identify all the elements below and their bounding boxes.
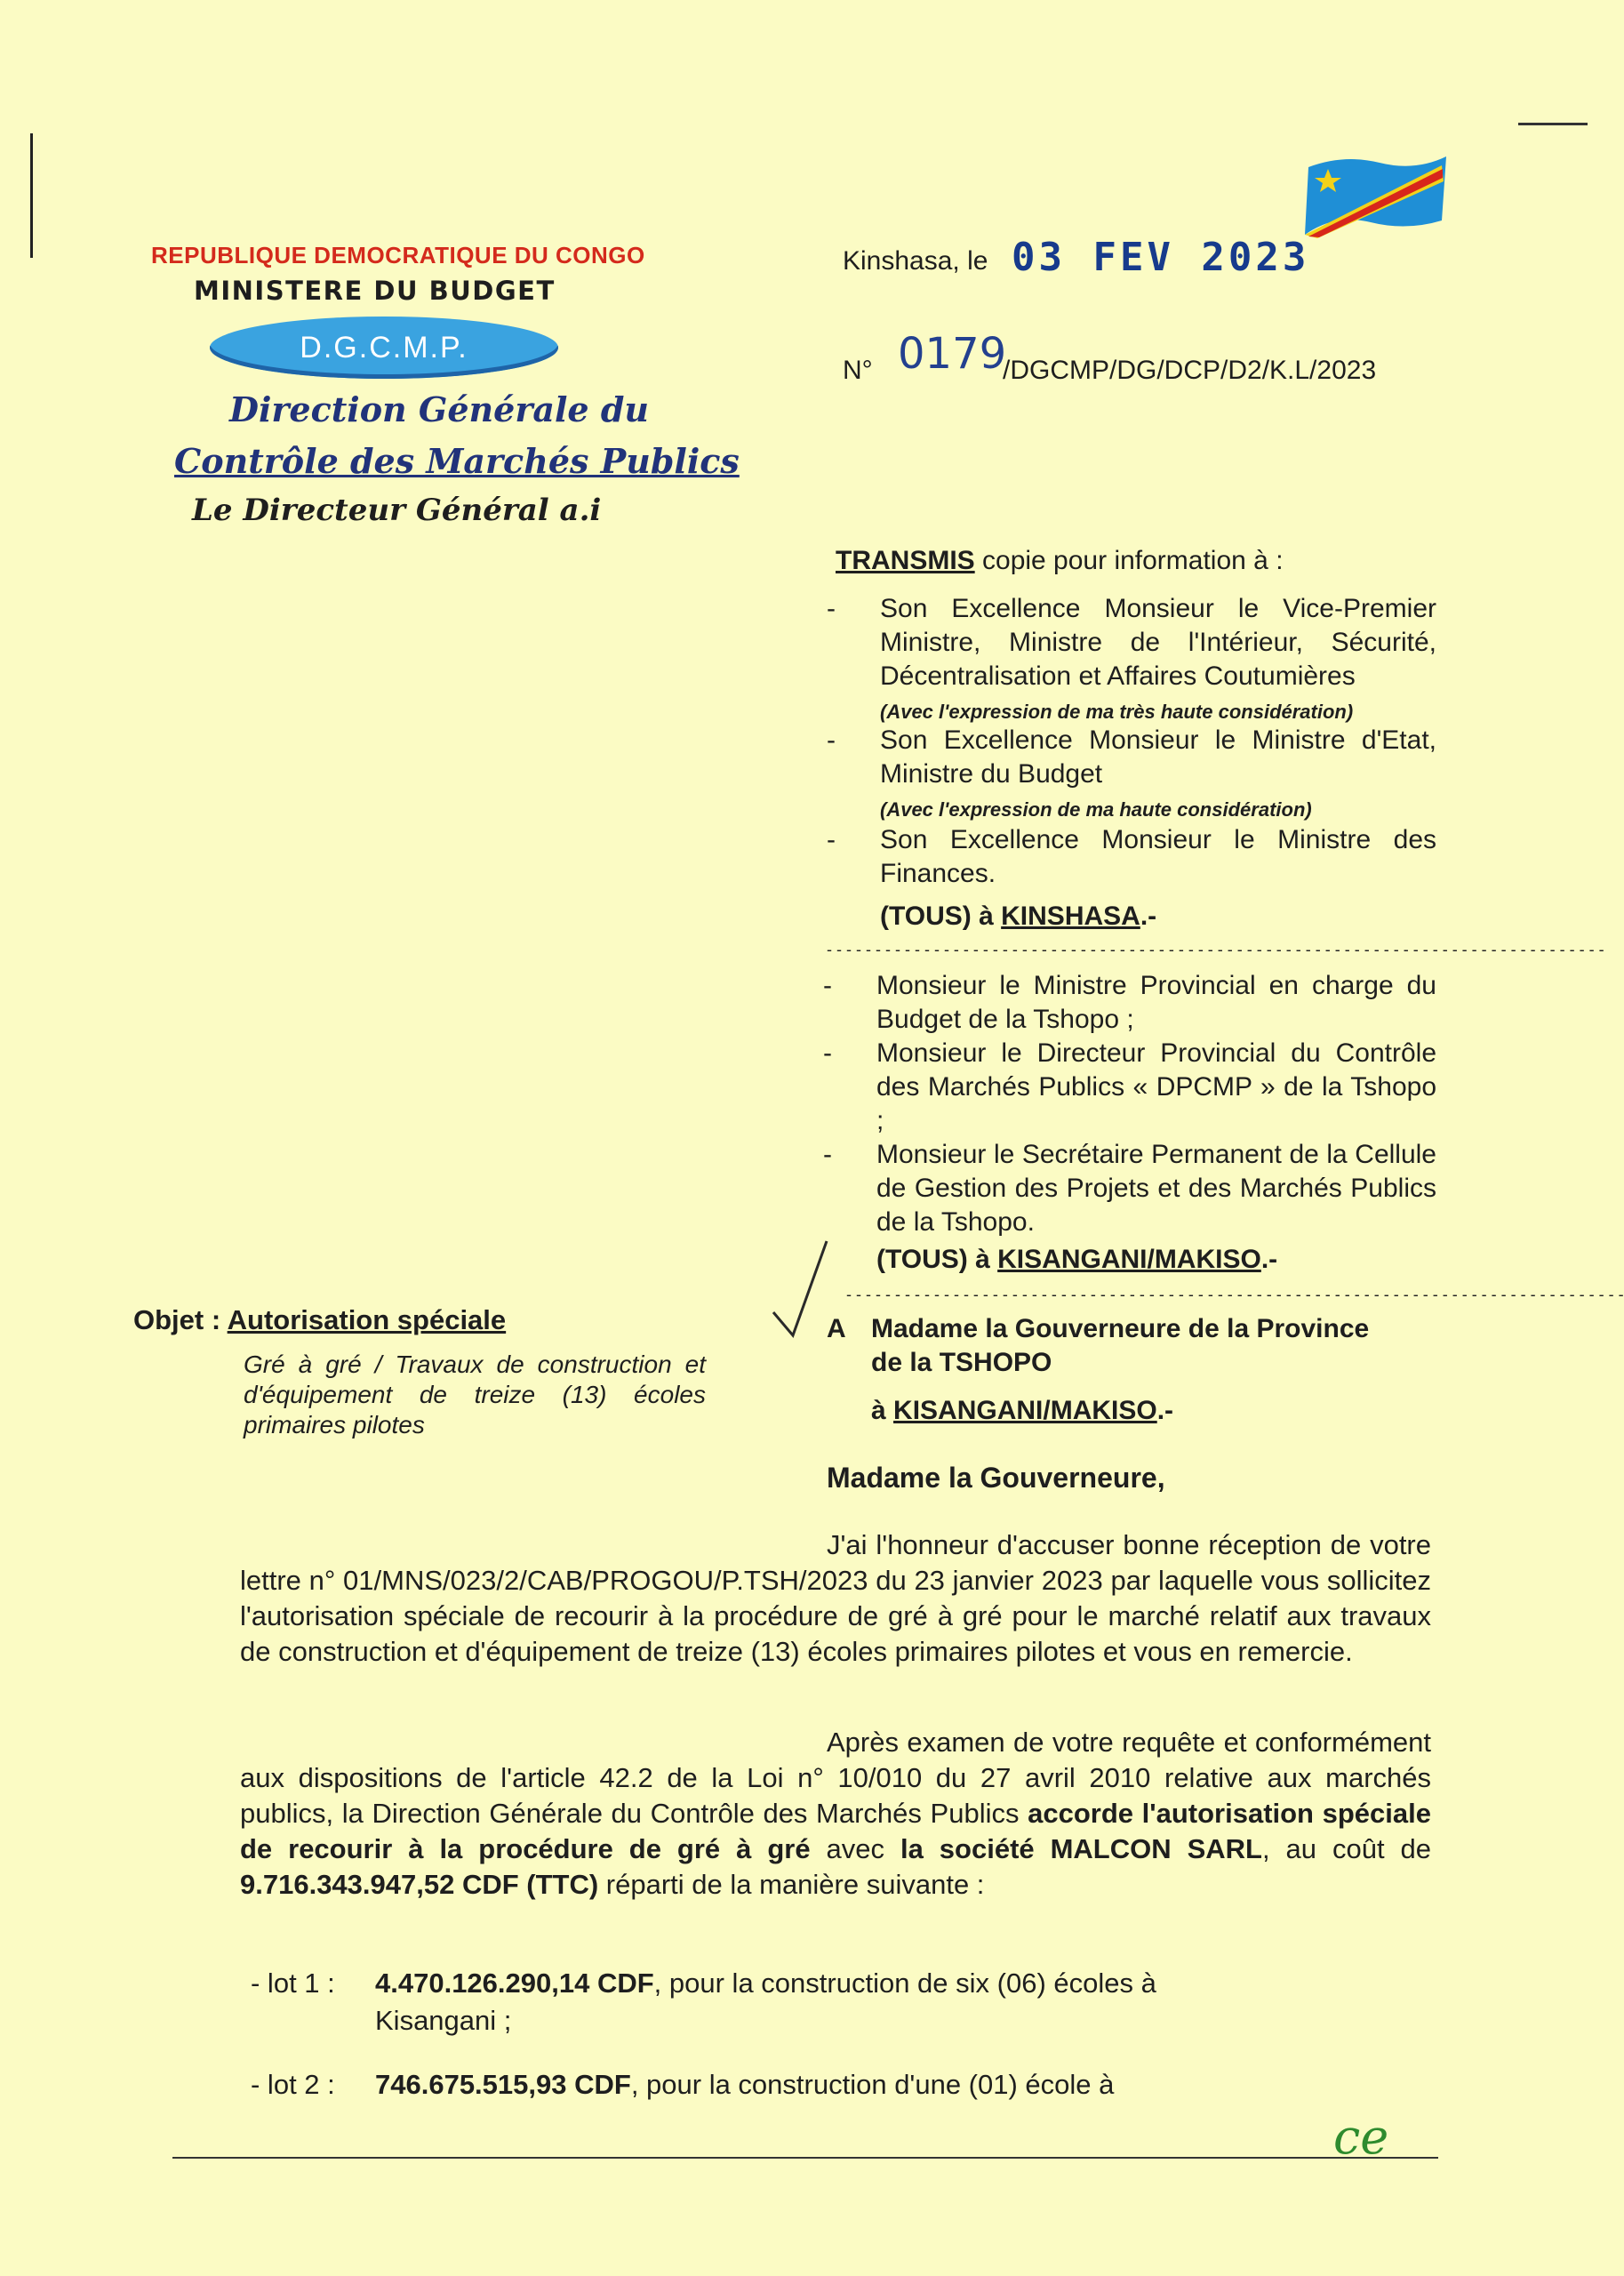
agency-logo-oval: D.G.C.M.P. <box>210 317 558 379</box>
cc-item-5 <box>823 1037 1436 1138</box>
body-paragraph-2 <box>240 1725 1431 1903</box>
date-line <box>843 244 988 278</box>
group2-close-suffix: .- <box>1260 1245 1278 1274</box>
recipient-a: A <box>827 1314 846 1343</box>
p2-part-g: réparti de la manière suivante : <box>598 1869 985 1900</box>
cc-dash: - <box>823 971 832 1000</box>
reference-number: 0179 <box>898 329 1007 379</box>
cc-item-3 <box>827 823 1436 891</box>
lot-2 <box>251 2066 1433 2104</box>
group2-close-city: KISANGANI/MAKISO <box>997 1245 1261 1274</box>
cc-dash: - <box>823 1140 832 1169</box>
lot-1 <box>251 1965 1433 2040</box>
group1-close <box>880 900 1156 934</box>
object-title: Autorisation spéciale <box>227 1304 507 1335</box>
cc-dash: - <box>827 594 836 623</box>
object-line <box>133 1303 506 1337</box>
group1-close-suffix: .- <box>1140 902 1157 931</box>
drc-flag-icon <box>1300 149 1449 238</box>
cc-item-text: Son Excellence Monsieur le Vice-Premier Ministre, Ministre de l'Intérieur, Sécurité, Décentralisation et Affaires Coutumières <box>880 594 1436 691</box>
p2-part-a: Après examen de votre requête et conformément aux dispositions de l'article 42.2 de la Loi n° 10/010 du 27 avril 2010 relative aux marchés publics, la Direction Générale du Contrôle des Marchés Publics <box>240 1727 1431 1829</box>
ministry-heading: MINISTERE DU BUDGET <box>194 276 556 306</box>
lot-amount: 746.675.515,93 CDF <box>375 2069 631 2100</box>
group2-close-prefix: (TOUS) à <box>876 1245 998 1274</box>
lot-desc: , pour la construction d'une (01) école à <box>630 2069 1115 2100</box>
recipient-line1: Madame la Gouverneure de la Province <box>871 1314 1370 1343</box>
agency-name-line2: Contrôle des Marchés Publics <box>174 441 740 481</box>
separator-line: - - - - - - - - - - - - - - - - - - - - - - - - - - - - - - - - - - - - - - - - - - - - - - - - - - - - - - - - - - - - - - - - - - - - - - - - - - - - - - - - <box>846 1286 1624 1303</box>
p2-part-e: , au coût de <box>1261 1833 1432 1864</box>
object-label: Objet : <box>133 1304 228 1335</box>
lot-label: - lot 1 : <box>251 1967 335 1999</box>
recipient-city: KISANGANI/MAKISO <box>893 1396 1157 1425</box>
lot-desc-continued: Kisangani ; <box>375 2005 512 2036</box>
salutation: Madame la Gouverneure, <box>827 1462 1165 1494</box>
recipient-city-suffix: .- <box>1156 1396 1174 1425</box>
cc-dash: - <box>827 825 836 854</box>
initials: ce <box>1333 2109 1389 2165</box>
separator-line: - - - - - - - - - - - - - - - - - - - - - - - - - - - - - - - - - - - - - - - - - - - - - - - - - - - - - - - - - - - - - - - - - - - - - - - - - - - - - - - - <box>827 941 1604 958</box>
p2-part-c: avec <box>810 1833 900 1864</box>
date-prefix: Kinshasa, le <box>843 246 988 276</box>
cc-item-2 <box>827 724 1436 827</box>
cc-dash: - <box>827 725 836 755</box>
cc-item-note: (Avec l'expression de ma haute considération) <box>880 798 1312 821</box>
p2-part-f: 9.716.343.947,52 CDF (TTC) <box>240 1869 599 1900</box>
lot-label: - lot 2 : <box>251 2069 335 2100</box>
body-paragraph-1: J'ai l'honneur d'accuser bonne réception de votre lettre n° 01/MNS/023/2/CAB/PROGOU/P.TSH/2023 du 23 janvier 2023 par laquelle vous sollicitez l'autorisation spéciale de recourir à la procédure de gré à gré pour le marché relatif aux travaux de construction et d'équipement de treize (13) écoles primaires pilotes et vous en remercie. <box>240 1529 1431 1667</box>
p2-part-b: accorde l'autorisation spéciale de recourir à la procédure de gré à gré <box>240 1798 1431 1864</box>
transmis-intro <box>836 544 1284 578</box>
signatory-title: Le Directeur Général a.i <box>192 493 602 528</box>
cc-item-text: Monsieur le Secrétaire Permanent de la Cellule de Gestion des Projets et des Marchés Publics de la Tshopo. <box>876 1140 1436 1237</box>
cc-dash: - <box>823 1038 832 1068</box>
footer-rule <box>172 2157 1438 2159</box>
reference-prefix: N° <box>843 356 873 385</box>
margin-line <box>30 133 33 258</box>
transmis-intro-text: copie pour information à : <box>974 546 1284 575</box>
cc-item-text: Son Excellence Monsieur le Ministre des Finances. <box>880 825 1436 888</box>
cc-item-text: Monsieur le Ministre Provincial en charge du Budget de la Tshopo ; <box>876 971 1436 1034</box>
lot-amount: 4.470.126.290,14 CDF <box>375 1967 654 1999</box>
object-detail: Gré à gré / Travaux de construction et d'équipement de treize (13) écoles primaires pilotes <box>244 1350 706 1439</box>
transmis-label: TRANSMIS <box>836 546 975 575</box>
republic-heading: REPUBLIQUE DEMOCRATIQUE DU CONGO <box>151 242 645 268</box>
p2-part-d: la société MALCON SARL <box>900 1833 1262 1864</box>
lot-desc: , pour la construction de six (06) écoles à <box>653 1967 1156 1999</box>
group1-close-prefix: (TOUS) à <box>880 902 1002 931</box>
date-stamp: 03 FEV 2023 <box>1012 235 1310 280</box>
recipient-city-prefix: à <box>871 1396 894 1425</box>
group2-close <box>876 1243 1277 1277</box>
recipient-city-line <box>871 1394 1173 1428</box>
cc-item-1 <box>827 592 1436 729</box>
cc-item-text: Son Excellence Monsieur le Ministre d'Etat, Ministre du Budget <box>880 725 1436 789</box>
top-right-rule <box>1518 123 1588 125</box>
reference-suffix: /DGCMP/DG/DCP/D2/K.L/2023 <box>1003 356 1377 385</box>
cc-item-4 <box>823 969 1436 1037</box>
cc-item-text: Monsieur le Directeur Provincial du Contrôle des Marchés Publics « DPCMP » de la Tshopo ; <box>876 1038 1436 1135</box>
group1-close-city: KINSHASA <box>1001 902 1140 931</box>
recipient-line2: de la TSHOPO <box>871 1348 1052 1377</box>
cc-item-note: (Avec l'expression de ma très haute considération) <box>880 701 1354 723</box>
agency-name-line1: Direction Générale du <box>229 389 650 429</box>
cc-item-6 <box>823 1138 1436 1239</box>
